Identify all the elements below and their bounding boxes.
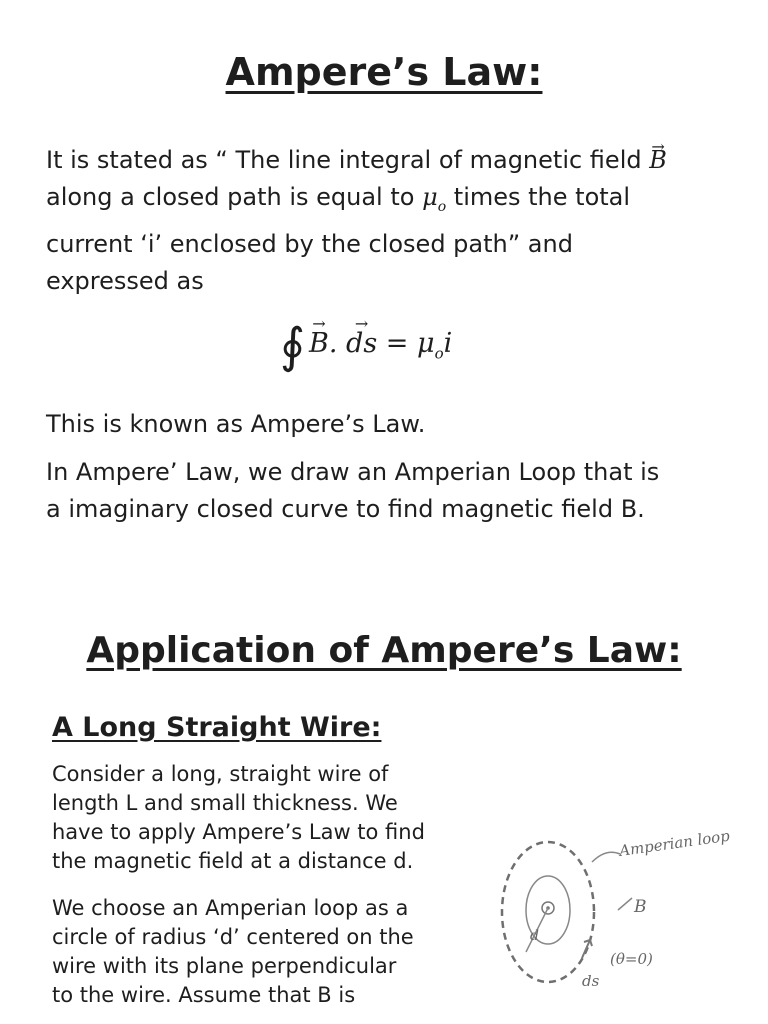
amperian-loop-paragraph: In Ampere’ Law, we draw an Amperian Loop that is a imaginary closed curve to find magnetic field B. xyxy=(46,458,660,523)
definition-line-2: along a closed path is equal to $\mu_o$ times the total xyxy=(46,183,631,215)
equation-mu: μ xyxy=(417,328,435,359)
mu-symbol: $\mu_o$ xyxy=(422,183,447,215)
subheading-long-straight-wire: A Long Straight Wire: xyxy=(52,712,382,743)
radius-d-label: d xyxy=(530,928,539,944)
application-title: Application of Ampere’s Law: xyxy=(86,630,682,671)
equation-current: i xyxy=(443,328,453,359)
wire-paragraph-1: Consider a long, straight wire of length L and small thickness. We have to apply Ampere’s Law to find the magnetic field at a distance d. xyxy=(52,762,425,873)
amperian-loop-sketch xyxy=(490,790,760,1020)
field-arrow-icon xyxy=(618,898,632,910)
loop-pointer-arrow-icon xyxy=(592,852,620,862)
known-as-text: This is known as Ampere’s Law. xyxy=(46,410,426,438)
definition-paragraph xyxy=(46,142,736,300)
equation-b-vector: → B xyxy=(309,328,329,359)
amperes-law-equation: ∮→ B. → ds = $\mu_oi$ xyxy=(280,318,452,374)
amperian-loop-label: Amperian loop xyxy=(618,826,731,860)
definition-line-1: It is stated as “ The line integral of magnetic field → B xyxy=(46,142,736,179)
field-b-label: B xyxy=(634,897,647,917)
definition-line-3: current ‘i’ enclosed by the closed path” and xyxy=(46,229,573,258)
page-title: Ampere’s Law: xyxy=(225,50,543,94)
ds-label: ds xyxy=(582,972,600,990)
equation-equals: = xyxy=(385,328,409,359)
field-vector-symbol: → B xyxy=(649,142,667,179)
definition-line-4: expressed as xyxy=(46,266,204,295)
angle-label: (θ=0) xyxy=(610,950,653,968)
wire-paragraph-2: We choose an Amperian loop as a circle of radius ‘d’ centered on the wire with its plane perpendicular to the wire. Assume that B is xyxy=(52,896,414,1007)
ds-arrow-icon xyxy=(582,940,590,958)
closed-integral-symbol: ∮ xyxy=(280,318,306,374)
equation-ds-vector: → ds xyxy=(346,328,377,359)
amperian-loop-circle xyxy=(502,842,594,982)
